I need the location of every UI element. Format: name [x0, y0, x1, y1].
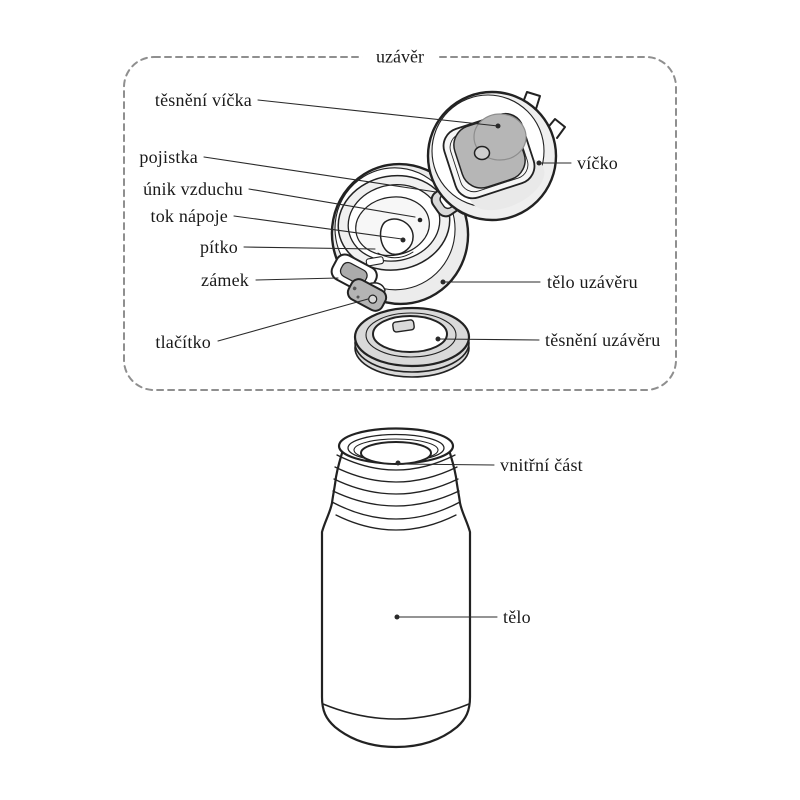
label-telo-uzaveru: tělo uzávěru	[547, 272, 638, 292]
label-pojistka: pojistka	[139, 147, 198, 167]
label-tok-napoje: tok nápoje	[150, 206, 228, 226]
label-zamek: zámek	[201, 270, 249, 290]
bottle-body-outline	[322, 447, 470, 747]
label-tesneni-vicka: těsnění víčka	[154, 90, 252, 110]
lid-seal-knob	[475, 147, 490, 160]
bottle-drawing	[322, 429, 470, 748]
cap-section-title: uzávěr	[362, 47, 438, 68]
label-unik-vzduchu: únik vzduchu	[143, 179, 243, 199]
cap-seal-ring-drawing	[355, 308, 469, 377]
label-telo: tělo	[503, 607, 531, 627]
label-vicko: víčko	[577, 153, 618, 173]
label-tlacitko: tlačítko	[155, 332, 211, 352]
air-vent-hole	[418, 218, 423, 223]
label-tesneni-uzaveru: těsnění uzávěru	[545, 330, 661, 350]
cap-lid-drawing	[428, 92, 565, 221]
label-pitko: pítko	[199, 237, 238, 257]
label-vnitrni-cast: vnitřní část	[500, 455, 583, 475]
